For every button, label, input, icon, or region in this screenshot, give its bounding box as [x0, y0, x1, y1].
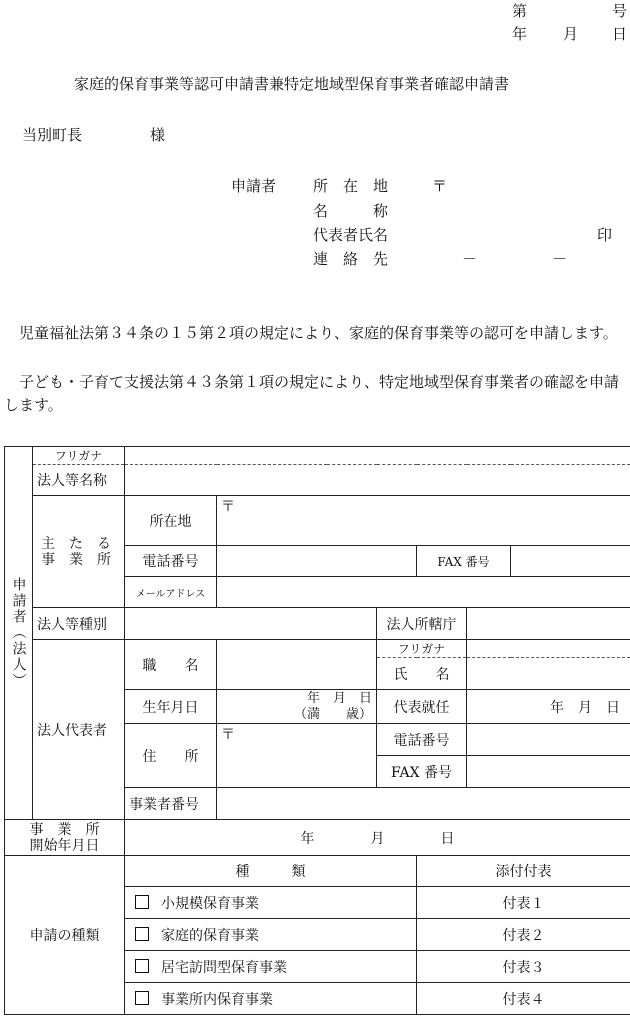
type-name: 居宅訪問型保育事業 — [161, 959, 287, 976]
phone-input[interactable] — [217, 546, 417, 577]
applicant-field-label: 名 称 — [313, 202, 389, 220]
type-header: 種 類 — [125, 856, 417, 887]
corp-type-label: 法人等種別 — [33, 608, 125, 640]
type-option-home-based[interactable] — [125, 919, 417, 951]
birthdate-label: 生年月日 — [125, 690, 217, 724]
rep-postal-mark: 〒 — [221, 727, 235, 743]
attachment-header: 添付付表 — [417, 856, 630, 887]
age-value: （満 歳） — [293, 706, 372, 722]
rep-fax-input[interactable] — [467, 756, 630, 788]
addressee-name: 当別町長 — [22, 126, 83, 144]
email-input[interactable] — [217, 577, 630, 608]
addressee-honorific: 様 — [150, 126, 166, 144]
phone-label: 電話番号 — [125, 546, 217, 577]
operator-number-input[interactable] — [217, 788, 630, 820]
inauguration-label: 代表就任 — [377, 690, 467, 724]
fax-label: FAX 番号 — [417, 546, 511, 577]
corp-authority-label: 法人所轄庁 — [377, 608, 467, 640]
application-table — [4, 446, 630, 1015]
rep-fax-label: FAX 番号 — [377, 756, 467, 788]
attachment-value: 付表３ — [417, 951, 630, 983]
checkbox[interactable] — [135, 991, 149, 1005]
email-label: メールアドレス — [125, 577, 217, 608]
type-name: 家庭的保育事業 — [161, 927, 259, 944]
attachment-value: 付表２ — [417, 919, 630, 951]
attachment-value: 付表１ — [417, 887, 630, 919]
inauguration-input[interactable] — [467, 690, 630, 724]
position-input[interactable] — [217, 640, 377, 690]
attachment-value: 付表４ — [417, 983, 630, 1015]
applicant-label: 申請者 — [231, 177, 277, 195]
corp-authority-input[interactable] — [467, 608, 630, 640]
applicant-field-label: 所 在 地 — [313, 177, 389, 195]
rep-furigana-input[interactable] — [467, 640, 630, 658]
applicant-field-label: 代表者氏名 — [313, 226, 389, 244]
birthdate-input[interactable] — [217, 690, 377, 724]
rep-phone-input[interactable] — [467, 724, 630, 756]
checkbox[interactable] — [135, 959, 149, 973]
applicant-field-value: 〒 — [432, 177, 448, 195]
checkbox[interactable] — [135, 927, 149, 941]
applicant-side-label: 申請者（法人） — [5, 447, 33, 820]
date-day: 日 — [612, 25, 628, 43]
checkbox[interactable] — [135, 895, 149, 909]
type-name: 事業所内保育事業 — [161, 991, 273, 1008]
corp-name-label: 法人等名称 — [33, 465, 125, 496]
paragraph-child-support: 子ども・子育て支援法第４３条第１項の規定により、特定地域型保育事業者の確認を申請します。 — [4, 373, 620, 414]
paragraph-child-welfare: 児童福祉法第３４条の１５第２項の規定により、家庭的保育事業等の認可を申請します。 — [4, 324, 618, 342]
fax-input[interactable] — [511, 546, 630, 577]
rep-name-input[interactable] — [467, 658, 630, 690]
rep-address-label: 住 所 — [125, 724, 217, 788]
start-date-value: 年 月 日 — [300, 830, 455, 847]
representative-label: 法人代表者 — [33, 640, 125, 820]
document-title: 家庭的保育事業等認可申請書兼特定地域型保育事業者確認申請書 — [74, 75, 510, 93]
corp-name-input[interactable] — [125, 465, 630, 496]
date-year: 年 — [512, 25, 528, 43]
furigana-label: フリガナ — [33, 447, 125, 465]
type-option-small-scale[interactable] — [125, 887, 417, 919]
application-type-label: 申請の種類 — [5, 856, 125, 1015]
postal-mark: 〒 — [221, 499, 235, 515]
address-input[interactable] — [217, 496, 630, 546]
rep-address-input[interactable] — [217, 724, 377, 788]
rep-name-label: 氏 名 — [377, 658, 467, 690]
birthdate-value: 年 月 日 — [306, 690, 372, 706]
address-label: 所在地 — [125, 496, 217, 546]
rep-furigana-label: フリガナ — [377, 640, 467, 658]
applicant-field-label: 連 絡 先 — [313, 250, 389, 268]
furigana-input[interactable] — [125, 447, 630, 465]
corp-type-input[interactable] — [125, 608, 377, 640]
seal-mark: 印 — [597, 226, 613, 244]
inauguration-value: 年 月 日 — [550, 699, 621, 716]
applicant-field-value: － － — [462, 250, 568, 268]
position-label: 職 名 — [125, 640, 217, 690]
main-office-label: 主 た る 事 業 所 — [33, 496, 125, 608]
rep-phone-label: 電話番号 — [377, 724, 467, 756]
document-number — [512, 0, 527, 21]
date-month: 月 — [563, 25, 579, 43]
type-option-workplace[interactable] — [125, 983, 417, 1015]
operator-number-label: 事業者番号 — [125, 788, 217, 820]
start-date-label: 事 業 所 開始年月日 — [5, 820, 125, 856]
type-option-home-visit[interactable] — [125, 951, 417, 983]
start-date-input[interactable] — [125, 820, 630, 856]
number-suffix: 号 — [612, 2, 628, 20]
type-name: 小規模保育事業 — [161, 895, 259, 912]
number-label: 第 — [512, 2, 528, 20]
